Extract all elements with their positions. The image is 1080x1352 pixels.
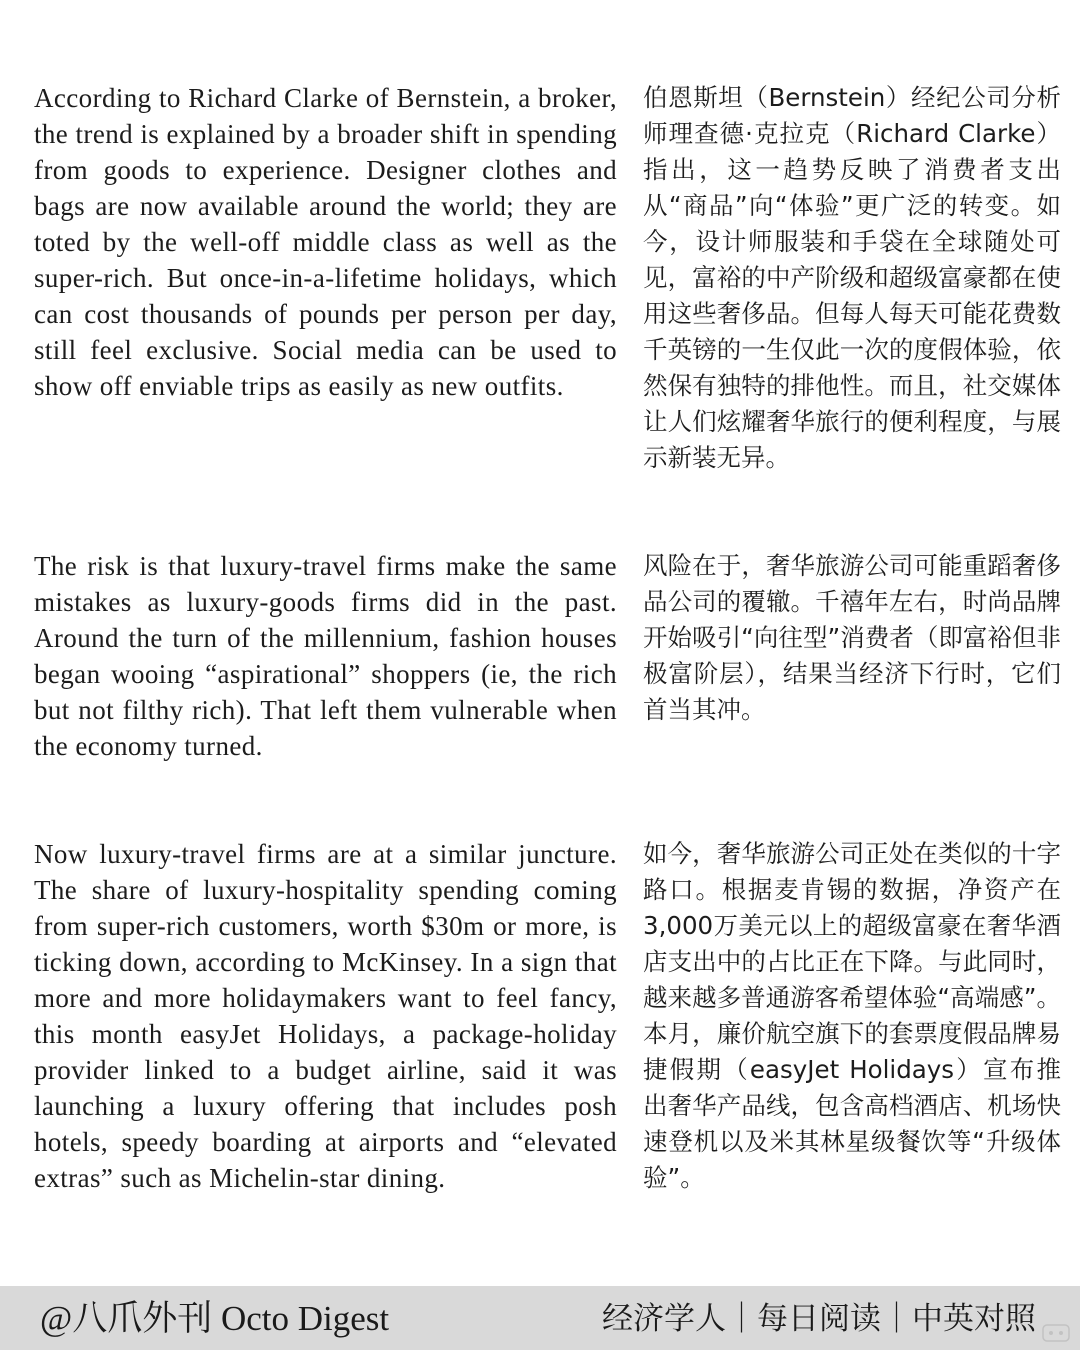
paragraph-chinese: 如今，奢华旅游公司正处在类似的十字路口。根据麦肯锡的数据，净资产在3,000万美元以上的超级富豪在奢华酒店支出中的占比正在下降。与此同时，越来越多普通游客希望体验“高端感”。本月，廉价航空旗下的套票度假品牌易捷假期（easyJet Holidays）宣布推出奢华产品线，包含高档酒店、机场快速登机以及米其林星级餐饮等“升级体验”。 <box>643 839 1061 1192</box>
series-label: 经济学人｜每日阅读｜中英对照 <box>602 1301 1036 1337</box>
paragraph-english: According to Richard Clarke of Bernstein, a broker, the trend is explained by a broader shift in spending from goods to experience. Designer clothes and bags are now available around the world; they are toted by the well-off middle class as well as the super-rich. But once-in-a-lifetime holidays, which can cost thousands of pounds per person per day, still feel exclusive. Social media can be used to show off enviable trips as easily as new outfits. <box>34 83 617 401</box>
watermark-icon <box>1042 1324 1070 1342</box>
footer-bar <box>0 1286 1080 1350</box>
paragraph-english: The risk is that luxury-travel firms make the same mistakes as luxury-goods firms did in the past. Around the turn of the millennium, fashion houses began wooing “aspirational” shoppers (ie, the rich but not filthy rich). That left them vulnerable when the economy turned. <box>34 551 617 761</box>
paragraph-chinese: 伯恩斯坦（Bernstein）经纪公司分析师理查德·克拉克（Richard Clarke）指出，这一趋势反映了消费者支出从“商品”向“体验”更广泛的转变。如今，设计师服装和手袋在全球随处可见，富裕的中产阶级和超级富豪都在使用这些奢侈品。但每人每天可能花费数千英镑的一生仅此一次的度假体验，依然保有独特的排他性。而且，社交媒体让人们炫耀奢华旅行的便利程度，与展示新装无异。 <box>643 83 1061 472</box>
paragraph-english: Now luxury-travel firms are at a similar juncture. The share of luxury-hospitality spending coming from super-rich customers, worth $30m or more, is ticking down, according to McKinsey. In a sign that more and more holidaymakers want to feel fancy, this month easyJet Holidays, a package-holiday provider linked to a budget airline, said it was launching a luxury offering that includes posh hotels, speedy boarding at airports and “elevated extras” such as Michelin-star dining. <box>34 839 617 1193</box>
brand-label: @八爪外刊 Octo Digest <box>40 1299 390 1338</box>
paragraph-chinese: 风险在于，奢华旅游公司可能重蹈奢侈品公司的覆辙。千禧年左右，时尚品牌开始吸引“向往型”消费者（即富裕但非极富阶层），结果当经济下行时，它们首当其冲。 <box>643 551 1061 724</box>
